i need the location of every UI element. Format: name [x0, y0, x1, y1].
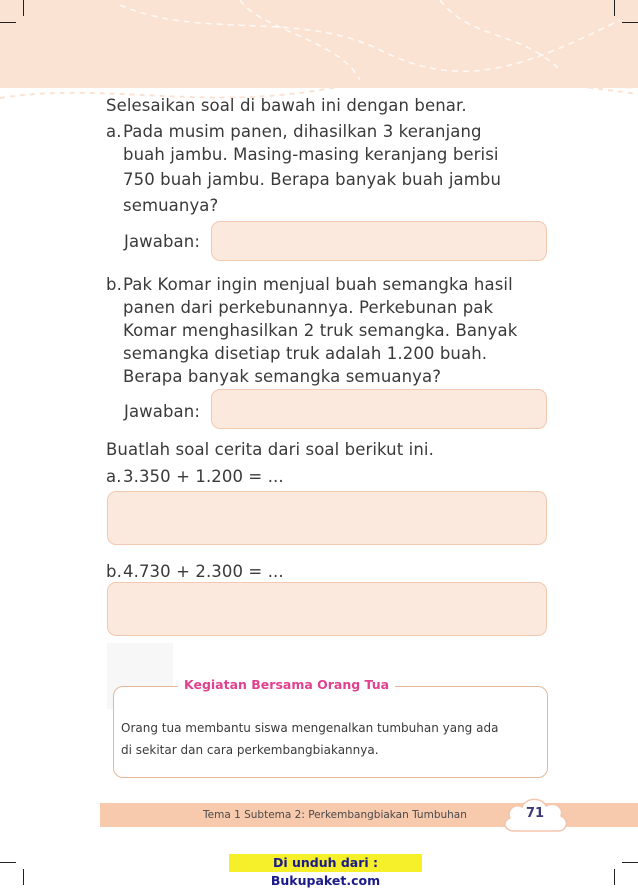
crop-mark: [0, 22, 16, 23]
answer-label: Jawaban:: [124, 402, 200, 421]
problem-a-line: 750 buah jambu. Berapa banyak buah jambu: [123, 170, 502, 189]
crop-mark: [622, 862, 638, 863]
activity-line: di sekitar dan cara perkembangbiakannya.: [121, 743, 379, 757]
problem-a-line: buah jambu. Masing-masing keranjang berisi: [123, 145, 499, 164]
problem-b-marker: b.: [106, 275, 122, 294]
crop-mark: [0, 862, 16, 863]
problem-a-line: semuanya?: [123, 196, 219, 215]
problem-b-line: Berapa banyak semangka semuanya?: [123, 367, 442, 386]
activity-title: Kegiatan Bersama Orang Tua: [178, 676, 395, 694]
story-b-expression: 4.730 + 2.300 = ...: [123, 562, 284, 581]
download-source-note[interactable]: Di unduh dari : Bukupaket.com: [229, 854, 422, 872]
story-box-b[interactable]: [107, 582, 547, 636]
story-a-expression: 3.350 + 1.200 = ...: [123, 467, 284, 486]
crop-mark: [622, 22, 638, 23]
problem-b-line: semangka disetiap truk adalah 1.200 buah.: [123, 344, 488, 363]
problem-a-line: Pada musim panen, dihasilkan 3 keranjang: [123, 122, 482, 141]
crop-mark: [23, 0, 24, 16]
problem-b-line: Pak Komar ingin menjual buah semangka hasil: [123, 275, 513, 294]
story-box-a[interactable]: [107, 491, 547, 545]
problem-b-line: Komar menghasilkan 2 truk semangka. Banyak: [123, 321, 518, 340]
page-number: 71: [525, 806, 545, 821]
activity-line: Orang tua membantu siswa mengenalkan tumbuhan yang ada: [121, 721, 499, 735]
instruction-heading: Buatlah soal cerita dari soal berikut ini.: [106, 440, 434, 459]
story-a-marker: a.: [106, 467, 122, 486]
crop-mark: [614, 869, 615, 885]
header-swirl-decoration: [0, 0, 638, 90]
instruction-heading: Selesaikan soal di bawah ini dengan benar.: [106, 96, 467, 115]
problem-a-marker: a.: [106, 122, 122, 141]
problem-b-line: panen dari perkebunannya. Perkebunan pak: [123, 298, 494, 317]
footer-theme: Tema 1 Subtema 2: Perkembangbiakan Tumbuhan: [203, 809, 467, 821]
story-b-marker: b.: [106, 562, 122, 581]
crop-mark: [23, 869, 24, 885]
answer-box-b[interactable]: [211, 389, 547, 429]
crop-mark: [614, 0, 615, 16]
answer-box-a[interactable]: [211, 221, 547, 261]
answer-label: Jawaban:: [124, 232, 200, 251]
